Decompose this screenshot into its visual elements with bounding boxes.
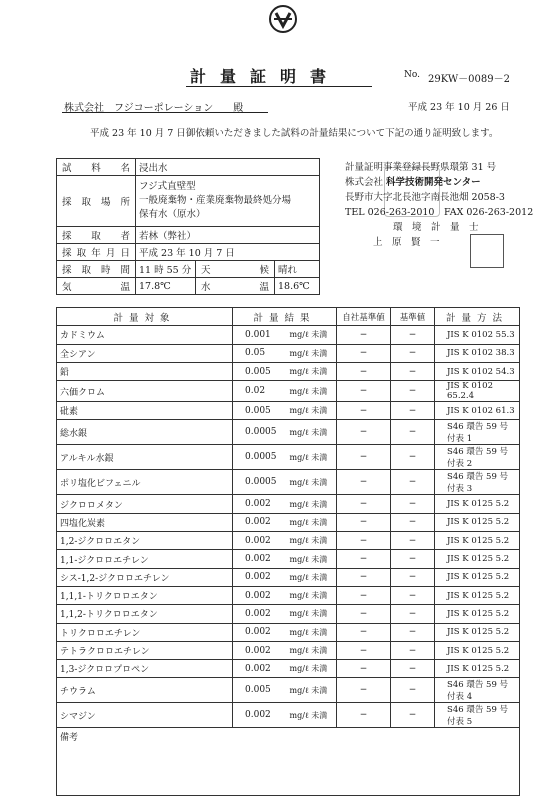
result-value: 0.002: [233, 495, 287, 513]
result-unit: mg/ℓ 未満: [287, 362, 337, 380]
table-row: [57, 568, 520, 586]
table-row: [57, 402, 520, 420]
issuer-block: [345, 160, 533, 250]
standard-value: −: [391, 495, 435, 513]
location-line: フジ式直壁型: [139, 181, 196, 192]
result-value: 0.0005: [233, 470, 287, 495]
method: JIS K 0125 5.2: [435, 605, 520, 623]
in-house-value: −: [337, 641, 391, 659]
standard-value: −: [391, 623, 435, 641]
result-unit: mg/ℓ 未満: [287, 623, 337, 641]
result-unit: mg/ℓ 未満: [287, 495, 337, 513]
in-house-value: −: [337, 586, 391, 604]
result-unit: mg/ℓ 未満: [287, 326, 337, 344]
header-in-house: 自社基準値: [337, 308, 391, 326]
result-value: 0.002: [233, 586, 287, 604]
method: JIS K 0125 5.2: [435, 532, 520, 550]
result-unit: mg/ℓ 未満: [287, 641, 337, 659]
standard-value: −: [391, 362, 435, 380]
header-standard: 基準値: [391, 308, 435, 326]
weather-label: 天候: [196, 261, 275, 278]
method: JIS K 0125 5.2: [435, 586, 520, 604]
header-method: 計量方法: [435, 308, 520, 326]
item-name: 1,1-ジクロロエチレン: [57, 550, 233, 568]
method: S46 環告 59 号付表 1: [435, 420, 520, 445]
company-logo-icon: [268, 4, 298, 34]
result-value: 0.005: [233, 362, 287, 380]
result-value: 0.001: [233, 326, 287, 344]
standard-value: −: [391, 402, 435, 420]
table-row: [57, 470, 520, 495]
item-name: シマジン: [57, 703, 233, 728]
in-house-value: −: [337, 703, 391, 728]
result-value: 0.002: [233, 532, 287, 550]
issuer-tel-fax: TEL 026-263-2010 FAX 026-263-2012: [345, 207, 534, 218]
item-name: 1,1,1-トリクロロエタン: [57, 586, 233, 604]
remarks-row: [57, 728, 520, 796]
table-row: [57, 550, 520, 568]
item-name: ジクロロメタン: [57, 495, 233, 513]
results-table: [56, 307, 520, 796]
sample-name-label: 試料名: [57, 159, 136, 176]
certificate-number: 29KW－0089－2: [428, 74, 510, 85]
client-name: 株式会社 フジコーポレーション 殿: [64, 103, 244, 114]
standard-value: −: [391, 586, 435, 604]
table-row: [57, 586, 520, 604]
measurer-title: 環 境 計 量 士: [393, 222, 479, 233]
company-name: 科学技術開発センター: [386, 177, 481, 188]
measurer-name: 上 原 賢 一: [373, 237, 440, 248]
standard-value: −: [391, 420, 435, 445]
in-house-value: −: [337, 445, 391, 470]
sample-name: 浸出水: [136, 159, 320, 176]
collection-date: 平成 23 年 10 月 7 日: [136, 244, 320, 261]
result-value: 0.0005: [233, 445, 287, 470]
item-name: ポリ塩化ビフェニル: [57, 470, 233, 495]
location: [136, 176, 320, 227]
collector: 若林（弊社）: [136, 227, 320, 244]
in-house-value: −: [337, 568, 391, 586]
standard-value: −: [391, 470, 435, 495]
result-unit: mg/ℓ 未満: [287, 344, 337, 362]
item-name: テトラクロロエチレン: [57, 641, 233, 659]
table-row: [57, 495, 520, 513]
result-value: 0.02: [233, 381, 287, 402]
in-house-value: −: [337, 326, 391, 344]
result-unit: mg/ℓ 未満: [287, 513, 337, 531]
results-header-row: [57, 308, 520, 326]
item-name: 1,3-ジクロロプロペン: [57, 660, 233, 678]
in-house-value: −: [337, 678, 391, 703]
item-name: 総水銀: [57, 420, 233, 445]
table-row: [57, 420, 520, 445]
result-unit: mg/ℓ 未満: [287, 381, 337, 402]
air-temp: 17.8℃: [136, 278, 196, 295]
result-value: 0.005: [233, 402, 287, 420]
table-row: [57, 641, 520, 659]
location-line: 保有水（原水）: [139, 209, 206, 220]
header-item: 計量対象: [57, 308, 233, 326]
table-row: [57, 326, 520, 344]
result-value: 0.002: [233, 623, 287, 641]
standard-value: −: [391, 660, 435, 678]
certificate-number-label: No.: [404, 70, 420, 80]
result-unit: mg/ℓ 未満: [287, 402, 337, 420]
method: S46 環告 59 号付表 4: [435, 678, 520, 703]
result-unit: mg/ℓ 未満: [287, 420, 337, 445]
result-value: 0.002: [233, 568, 287, 586]
table-row: [57, 623, 520, 641]
result-value: 0.002: [233, 550, 287, 568]
method: JIS K 0125 5.2: [435, 495, 520, 513]
result-unit: mg/ℓ 未満: [287, 470, 337, 495]
result-unit: mg/ℓ 未満: [287, 445, 337, 470]
method: JIS K 0125 5.2: [435, 550, 520, 568]
standard-value: −: [391, 532, 435, 550]
in-house-value: −: [337, 532, 391, 550]
result-unit: mg/ℓ 未満: [287, 532, 337, 550]
table-row: [57, 605, 520, 623]
air-temp-label: 気温: [57, 278, 136, 295]
in-house-value: −: [337, 513, 391, 531]
collection-date-label: 採取年月日: [57, 244, 136, 261]
in-house-value: −: [337, 362, 391, 380]
weather: 晴れ: [275, 261, 320, 278]
in-house-value: −: [337, 495, 391, 513]
method: JIS K 0125 5.2: [435, 660, 520, 678]
method: JIS K 0125 5.2: [435, 623, 520, 641]
table-row: [57, 344, 520, 362]
item-name: トリクロロエチレン: [57, 623, 233, 641]
result-unit: mg/ℓ 未満: [287, 703, 337, 728]
method: JIS K 0102 61.3: [435, 402, 520, 420]
standard-value: −: [391, 513, 435, 531]
method: S46 環告 59 号付表 2: [435, 445, 520, 470]
in-house-value: −: [337, 420, 391, 445]
table-row: [57, 660, 520, 678]
item-name: カドミウム: [57, 326, 233, 344]
intro-text: 平成 23 年 10 月 7 日御依頼いただきました試料の計量結果について下記の通り証明致します。: [90, 128, 499, 139]
remarks-label: 備考: [57, 728, 520, 796]
standard-value: −: [391, 381, 435, 402]
sample-info-table: [56, 158, 320, 295]
water-temp-label: 水温: [196, 278, 275, 295]
result-unit: mg/ℓ 未満: [287, 586, 337, 604]
item-name: 1,2-ジクロロエタン: [57, 532, 233, 550]
in-house-value: −: [337, 605, 391, 623]
table-row: [57, 513, 520, 531]
client-underline: [62, 112, 268, 113]
standard-value: −: [391, 344, 435, 362]
standard-value: −: [391, 641, 435, 659]
in-house-value: −: [337, 660, 391, 678]
location-line: 一般廃棄物・産業廃棄物最終処分場: [139, 195, 292, 206]
method: JIS K 0102 55.3: [435, 326, 520, 344]
item-name: 1,1,2-トリクロロエタン: [57, 605, 233, 623]
collector-label: 採取者: [57, 227, 136, 244]
result-unit: mg/ℓ 未満: [287, 678, 337, 703]
company-prefix: 株式会社: [345, 177, 384, 188]
in-house-value: −: [337, 550, 391, 568]
standard-value: −: [391, 568, 435, 586]
method: JIS K 0125 5.2: [435, 513, 520, 531]
in-house-value: −: [337, 623, 391, 641]
method: JIS K 0102 65.2.4: [435, 381, 520, 402]
item-name: 四塩化炭素: [57, 513, 233, 531]
standard-value: −: [391, 326, 435, 344]
table-row: [57, 678, 520, 703]
in-house-value: −: [337, 470, 391, 495]
standard-value: −: [391, 445, 435, 470]
item-name: チウラム: [57, 678, 233, 703]
method: S46 環告 59 号付表 3: [435, 470, 520, 495]
collection-time-label: 採取時間: [57, 261, 136, 278]
table-row: [57, 703, 520, 728]
title-underline: [186, 86, 372, 87]
standard-value: −: [391, 605, 435, 623]
in-house-value: −: [337, 344, 391, 362]
table-row: [57, 445, 520, 470]
standard-value: −: [391, 703, 435, 728]
result-value: 0.05: [233, 344, 287, 362]
result-unit: mg/ℓ 未満: [287, 550, 337, 568]
registration-number: 計量証明事業登録長野県環第 31 号: [345, 162, 497, 173]
standard-value: −: [391, 678, 435, 703]
document-title: 計量証明書: [190, 67, 341, 86]
table-row: [57, 362, 520, 380]
method: JIS K 0125 5.2: [435, 641, 520, 659]
result-value: 0.002: [233, 513, 287, 531]
method: JIS K 0102 38.3: [435, 344, 520, 362]
issuer-company: [345, 175, 533, 190]
item-name: 砒素: [57, 402, 233, 420]
method: S46 環告 59 号付表 5: [435, 703, 520, 728]
result-value: 0.002: [233, 660, 287, 678]
item-name: 鉛: [57, 362, 233, 380]
collection-time: 11 時 55 分: [136, 261, 196, 278]
table-row: [57, 381, 520, 402]
header-result: 計量結果: [233, 308, 337, 326]
standard-value: −: [391, 550, 435, 568]
method: JIS K 0102 54.3: [435, 362, 520, 380]
result-value: 0.002: [233, 703, 287, 728]
issuer-address: 長野市大字北長池字南長池畑 2058-3: [345, 192, 505, 203]
table-row: [57, 532, 520, 550]
result-value: 0.0005: [233, 420, 287, 445]
issue-date: 平成 23 年 10 月 26 日: [408, 102, 510, 113]
result-unit: mg/ℓ 未満: [287, 660, 337, 678]
item-name: アルキル水銀: [57, 445, 233, 470]
item-name: 全シアン: [57, 344, 233, 362]
item-name: 六価クロム: [57, 381, 233, 402]
personal-stamp: [470, 234, 504, 268]
water-temp: 18.6℃: [275, 278, 320, 295]
result-value: 0.002: [233, 605, 287, 623]
result-unit: mg/ℓ 未満: [287, 568, 337, 586]
result-value: 0.002: [233, 641, 287, 659]
item-name: シス-1,2-ジクロロエチレン: [57, 568, 233, 586]
in-house-value: −: [337, 381, 391, 402]
in-house-value: −: [337, 402, 391, 420]
location-label: 採取場所: [57, 176, 136, 227]
result-value: 0.005: [233, 678, 287, 703]
result-unit: mg/ℓ 未満: [287, 605, 337, 623]
method: JIS K 0125 5.2: [435, 568, 520, 586]
